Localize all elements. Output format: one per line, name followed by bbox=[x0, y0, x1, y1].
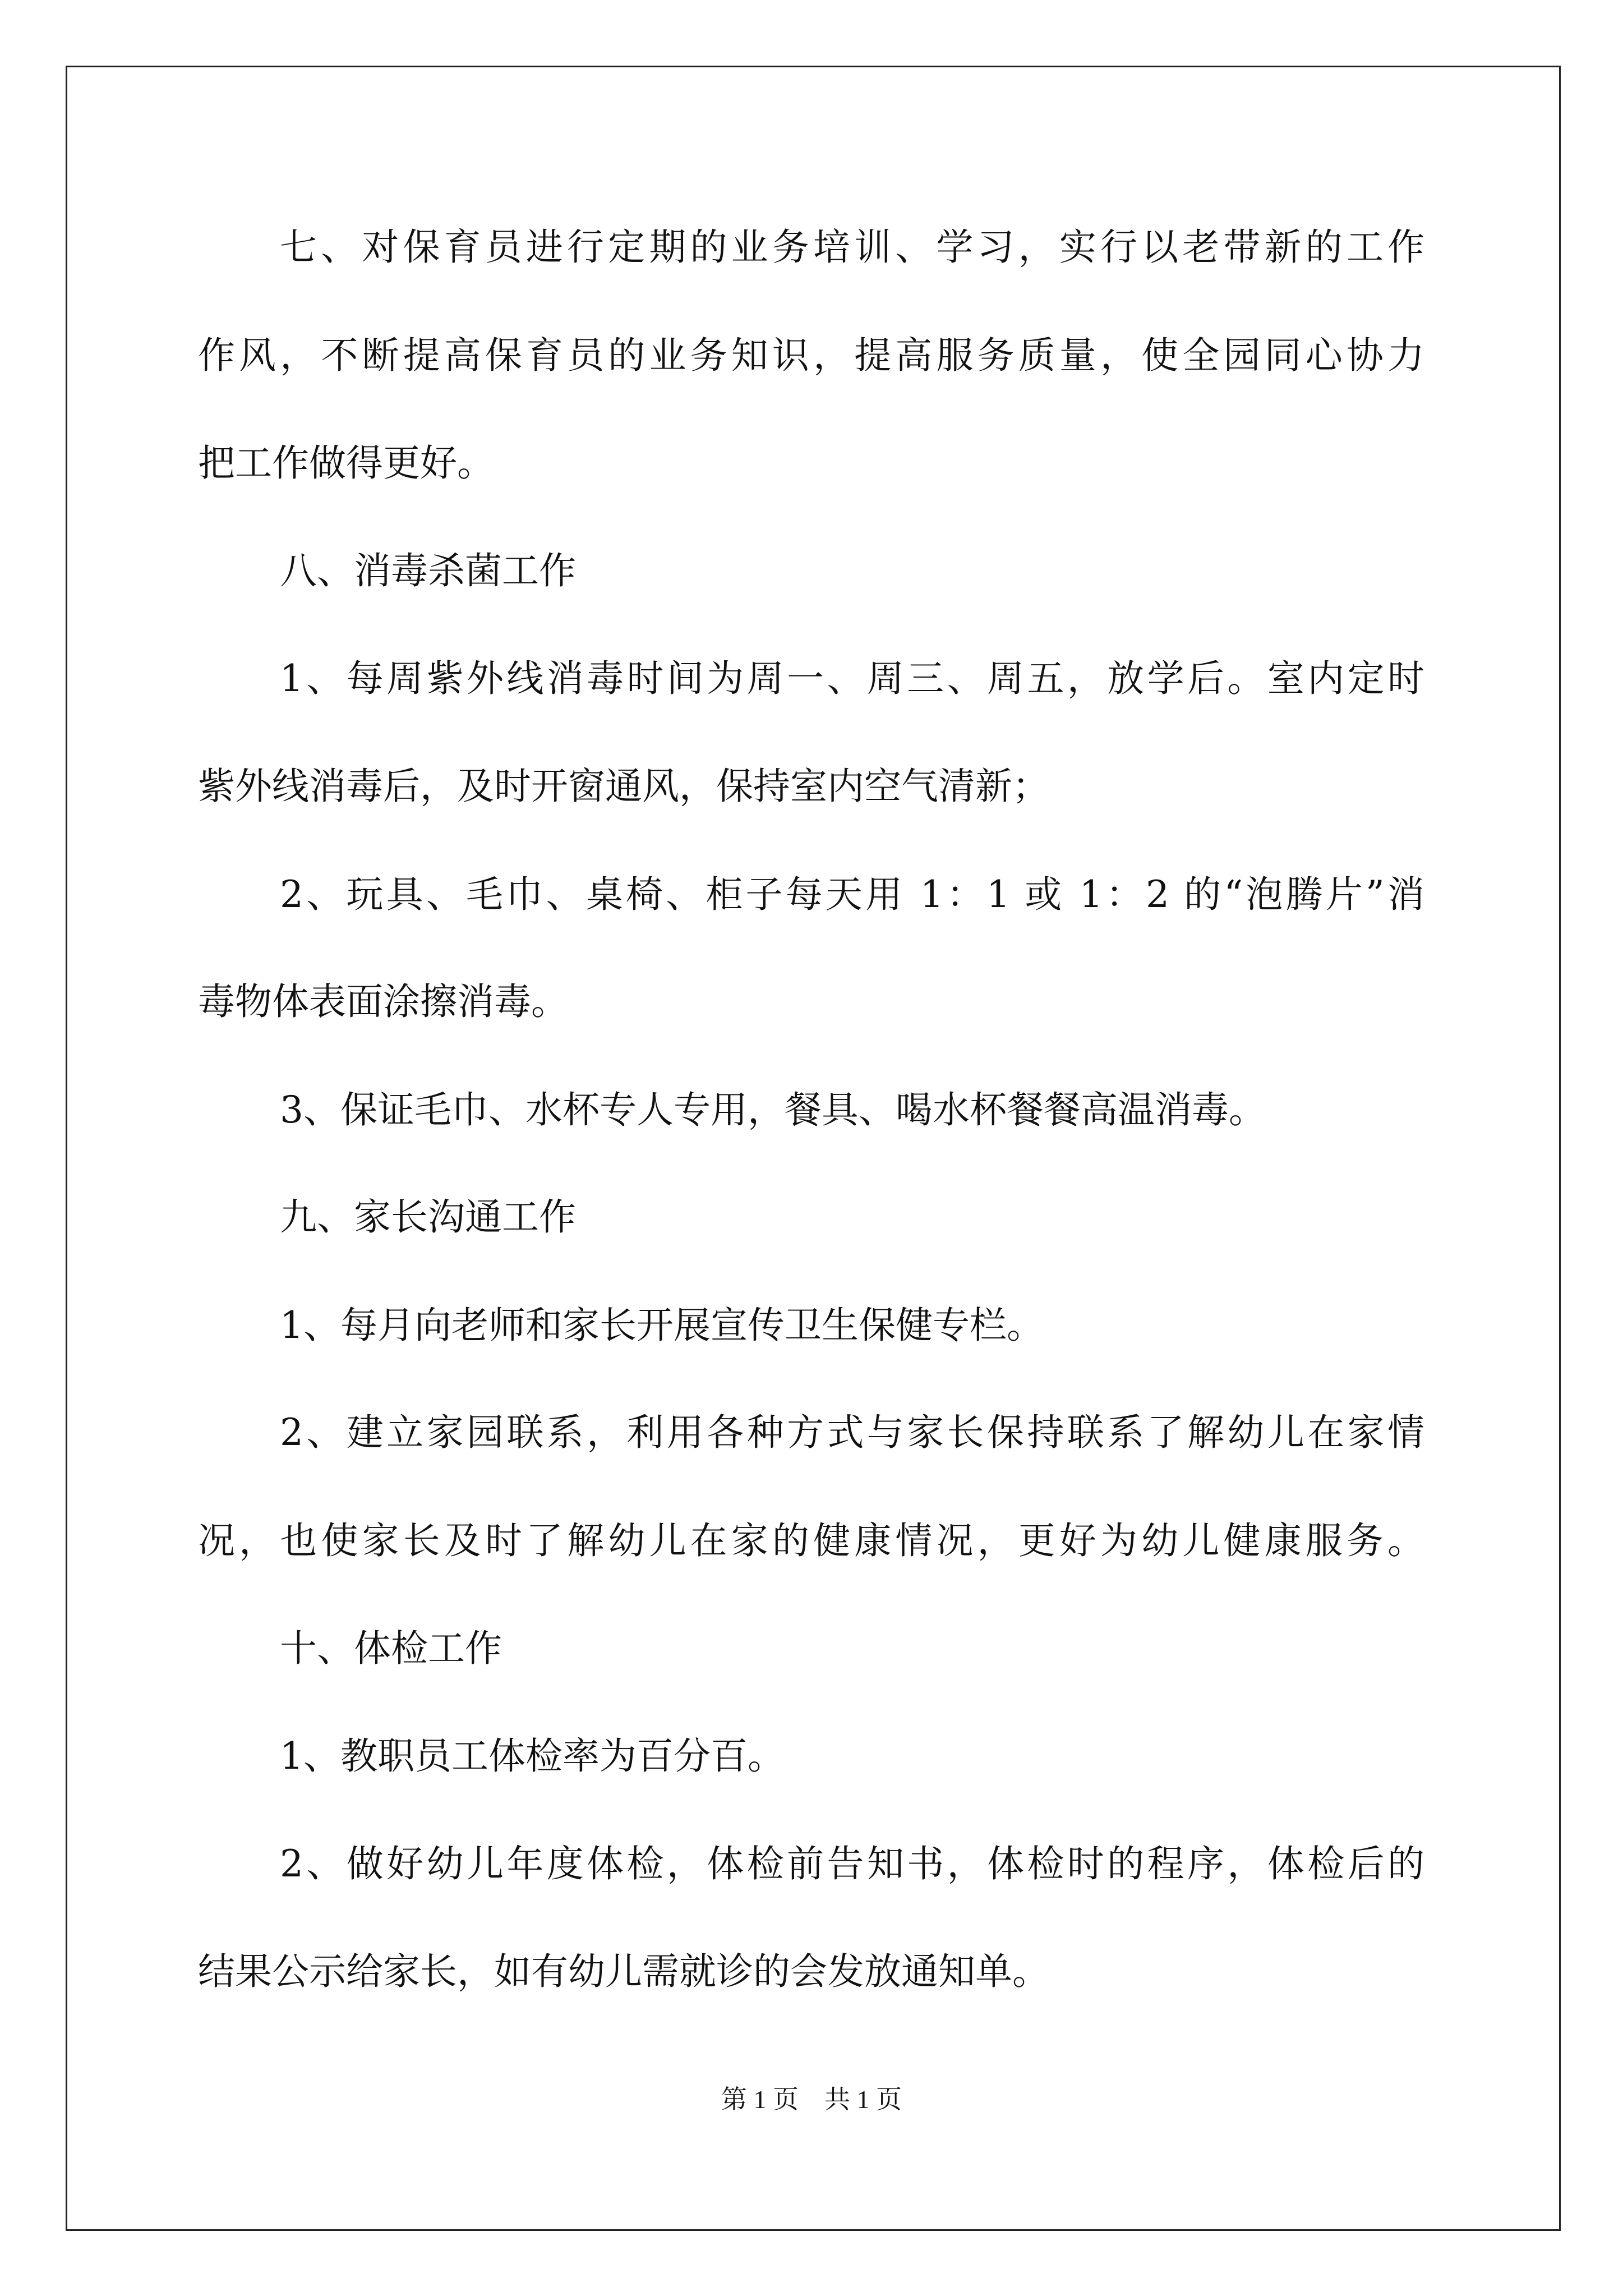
page-number-footer: 第 1 页 共 1 页 bbox=[721, 2085, 902, 2114]
paragraph-line: 2、做好幼儿年度体检，体检前告知书，体检时的程序，体检后的 bbox=[280, 1842, 1424, 1885]
paragraph-line: 作风，不断提高保育员的业务知识，提高服务质量，使全园同心协力 bbox=[198, 334, 1424, 377]
paragraph-line: 3、保证毛巾、水杯专人专用，餐具、喝水杯餐餐高温消毒。 bbox=[280, 1088, 1266, 1131]
paragraph-line: 七、对保育员进行定期的业务培训、学习，实行以老带新的工作 bbox=[280, 226, 1424, 269]
paragraph-line: 1、每月向老师和家长开展宣传卫生保健专栏。 bbox=[280, 1304, 1044, 1347]
paragraph-line: 毒物体表面涂擦消毒。 bbox=[198, 980, 568, 1023]
section-heading: 八、消毒杀菌工作 bbox=[280, 549, 576, 592]
paragraph-line: 况，也使家长及时了解幼儿在家的健康情况，更好为幼儿健康服务。 bbox=[198, 1519, 1424, 1562]
section-heading: 九、家长沟通工作 bbox=[280, 1195, 576, 1239]
page-border bbox=[66, 66, 1561, 2231]
paragraph-line: 2、玩具、毛巾、桌椅、柜子每天用 1：1 或 1：2 的“泡腾片”消 bbox=[280, 873, 1424, 916]
section-heading: 十、体检工作 bbox=[280, 1627, 502, 1670]
paragraph-line: 把工作做得更好。 bbox=[198, 441, 494, 485]
paragraph-line: 2、建立家园联系，利用各种方式与家长保持联系了解幼儿在家情 bbox=[280, 1411, 1424, 1454]
paragraph-line: 1、教职员工体检率为百分百。 bbox=[280, 1734, 785, 1778]
paragraph-line: 1、每周紫外线消毒时间为周一、周三、周五，放学后。室内定时 bbox=[280, 657, 1424, 700]
paragraph-line: 结果公示给家长，如有幼儿需就诊的会发放通知单。 bbox=[198, 1950, 1049, 1993]
paragraph-line: 紫外线消毒后，及时开窗通风，保持室内空气清新； bbox=[198, 765, 1049, 808]
